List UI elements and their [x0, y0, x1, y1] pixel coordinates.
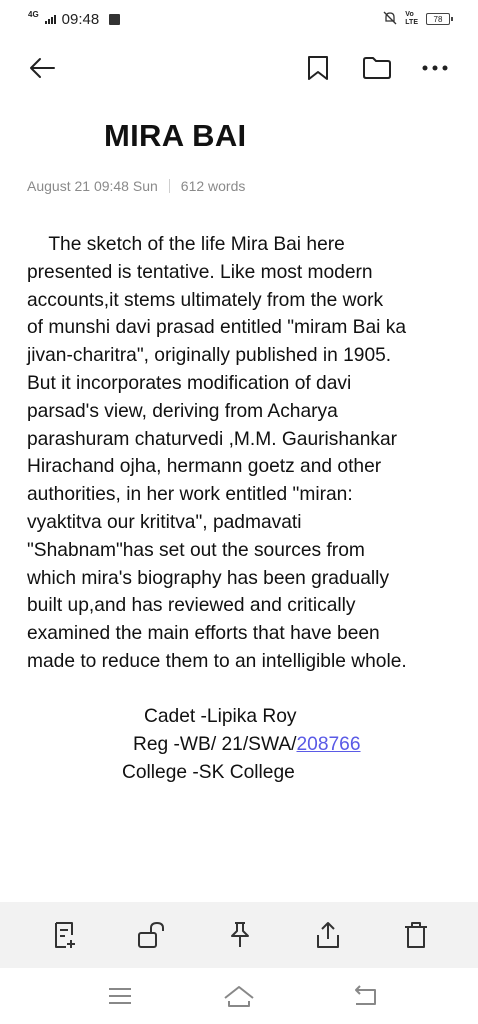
volte-bottom: LTE [405, 19, 418, 26]
folder-button[interactable] [361, 52, 393, 84]
battery-icon [426, 13, 450, 25]
signature-college: College -SK College [122, 762, 295, 783]
mute-icon [383, 11, 397, 27]
signature-name: Cadet -Lipika Roy [144, 706, 297, 727]
status-left [28, 11, 120, 28]
pin-button[interactable] [225, 919, 255, 951]
back-button[interactable] [26, 52, 58, 84]
edit-note-button[interactable] [50, 919, 80, 951]
bottom-action-bar [0, 902, 478, 968]
signature-reg [133, 734, 361, 756]
back-nav-button[interactable] [349, 982, 381, 1010]
folder-icon [362, 56, 392, 80]
note-body[interactable]: The sketch of the life Mira Bai here presented is tentative. Like most modern accounts,it stems ultimately from the work of munshi davi prasad entitled "miram Bai ka jivan-charitra", originally published in 1905. But it incorporates modification of davi parsad's view, deriving from Acharya parashuram chaturvedi ,M.M. Gaurishankar Hirachand ojha, hermann goetz and other authorities, in her work entitled "miran: vyaktitva our krititva", padmavati "Shabnam"has set out the sources from which mira's biography has been gradually built up,and has reviewed and critically examined the main efforts that have been made to reduce them to an intelligible whole. [27, 234, 407, 672]
arrow-left-icon [28, 56, 56, 80]
word-count: 612 words [180, 178, 246, 194]
menu-icon [107, 986, 133, 1006]
bookmark-button[interactable] [302, 52, 334, 84]
lock-button[interactable] [137, 919, 167, 951]
bookmark-icon [307, 55, 329, 81]
unlock-icon [137, 921, 167, 949]
share-button[interactable] [313, 919, 343, 951]
battery-level: 78 [433, 14, 443, 24]
reg-number-link[interactable]: 208766 [296, 734, 361, 755]
note-title[interactable]: MIRA BAI [104, 118, 247, 153]
note-date: August 21 09:48 Sun [27, 178, 158, 194]
home-icon [223, 984, 255, 1008]
system-nav-bar [0, 968, 478, 1024]
reg-prefix: Reg -WB/ 21/SWA/ [133, 734, 297, 755]
share-icon [315, 921, 341, 949]
note-toolbar [0, 44, 478, 92]
volte-indicator [405, 11, 418, 27]
menu-nav-button[interactable] [104, 982, 136, 1010]
more-button[interactable] [419, 52, 451, 84]
home-nav-button[interactable] [223, 982, 255, 1010]
network-type: 4G [28, 9, 39, 19]
delete-icon [403, 921, 429, 949]
delete-button[interactable] [401, 919, 431, 951]
status-time: 09:48 [61, 10, 100, 28]
note-meta [27, 178, 245, 194]
signal-icon [45, 14, 56, 24]
app-notification-icon [109, 14, 120, 25]
status-bar [0, 0, 478, 38]
pin-icon [228, 921, 252, 949]
more-icon [421, 64, 449, 72]
edit-note-icon [52, 921, 78, 949]
status-right [383, 11, 450, 27]
volte-top: Vo [405, 11, 414, 18]
back-nav-icon [351, 985, 379, 1007]
meta-divider [169, 179, 170, 193]
